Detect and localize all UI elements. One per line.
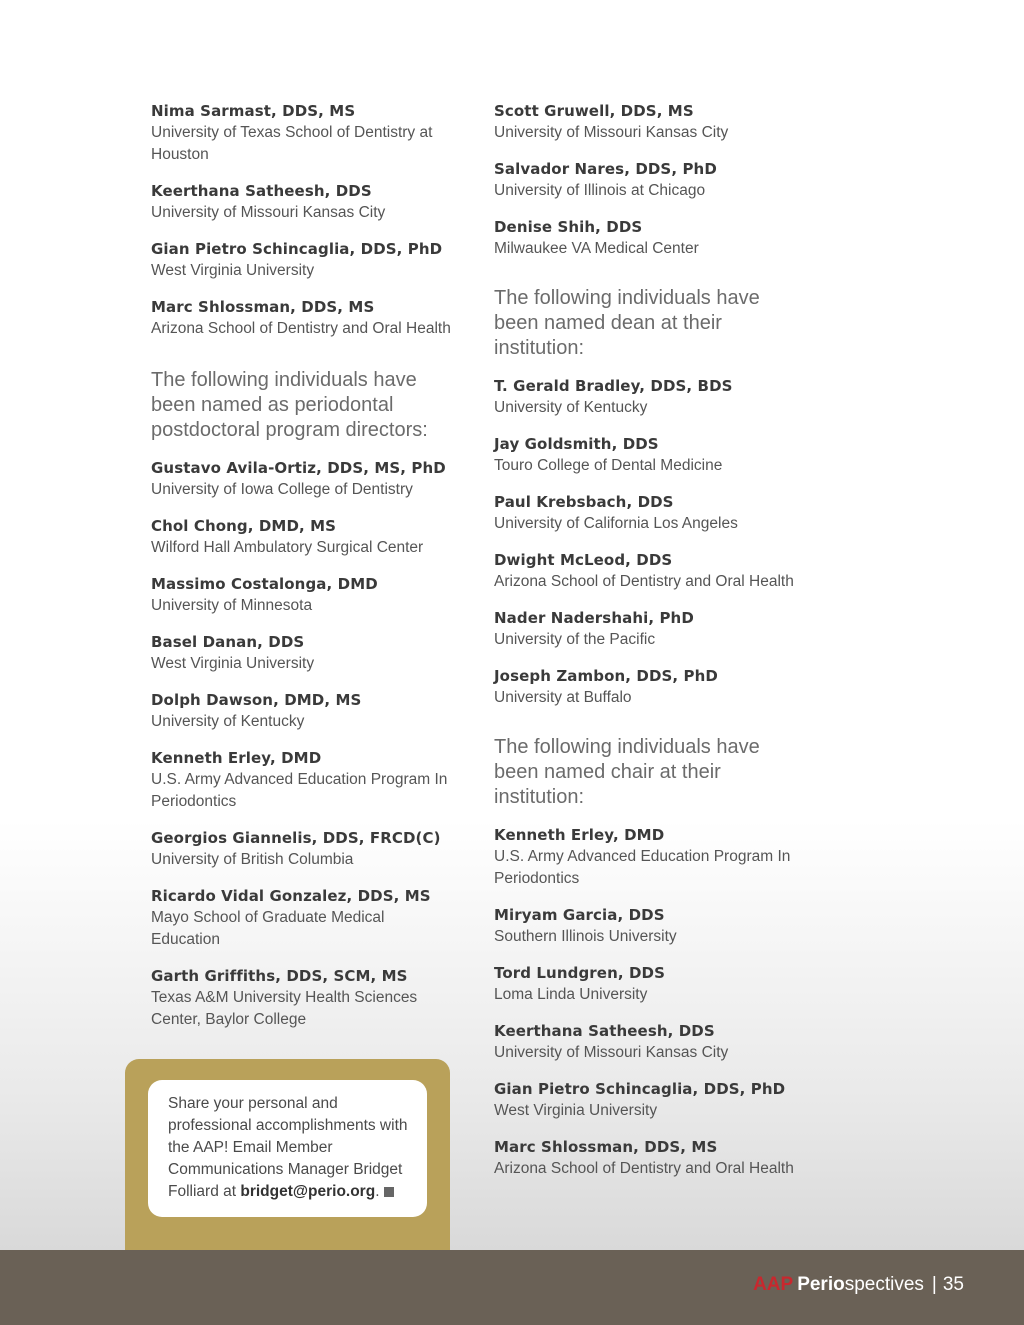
person-name: Scott Gruwell, DDS, MS [494, 102, 694, 120]
list-item [494, 491, 804, 535]
institution: University of Kentucky [494, 399, 648, 416]
institution: Arizona School of Dentistry and Oral Health [494, 1160, 794, 1177]
brand-perio: Perio [797, 1274, 845, 1295]
dean-list [494, 375, 804, 709]
person-name: Keerthana Satheesh, DDS [151, 182, 372, 200]
person-name: Kenneth Erley, DMD [151, 749, 322, 767]
list-item [494, 607, 804, 651]
institution: Loma Linda University [494, 986, 648, 1003]
chair-heading: The following individuals have been named chair at their institution: [494, 736, 760, 808]
list-item [494, 375, 804, 419]
institution: University of Missouri Kansas City [494, 1044, 729, 1061]
person-name: Kenneth Erley, DMD [494, 826, 665, 844]
email-link[interactable]: bridget@perio.org [240, 1183, 376, 1200]
list-item [151, 573, 456, 617]
list-item [151, 100, 456, 166]
list-item [494, 1136, 804, 1180]
person-name: Marc Shlossman, DDS, MS [494, 1138, 718, 1156]
page-number: 35 [942, 1274, 964, 1295]
person-name: Paul Krebsbach, DDS [494, 493, 674, 511]
callout-text-panel [148, 1080, 427, 1217]
person-name: Ricardo Vidal Gonzalez, DDS, MS [151, 887, 431, 905]
list-item [151, 457, 456, 501]
left-column [151, 100, 456, 1045]
list-item [151, 238, 456, 282]
person-name: T. Gerald Bradley, DDS, BDS [494, 377, 733, 395]
institution: U.S. Army Advanced Education Program In Periodontics [494, 848, 791, 887]
person-name: Massimo Costalonga, DMD [151, 575, 378, 593]
institution: Arizona School of Dentistry and Oral Health [151, 320, 451, 337]
person-name: Garth Griffiths, DDS, SCM, MS [151, 967, 408, 985]
page-separator: | [931, 1274, 937, 1295]
list-item [494, 216, 804, 260]
institution: University at Buffalo [494, 689, 632, 706]
person-name: Nima Sarmast, DDS, MS [151, 102, 356, 120]
institution: University of Missouri Kansas City [151, 204, 386, 221]
institution: University of Missouri Kansas City [494, 124, 729, 141]
list-item [494, 549, 804, 593]
person-name: Chol Chong, DMD, MS [151, 517, 337, 535]
person-name: Nader Nadershahi, PhD [494, 609, 694, 627]
list-item [151, 631, 456, 675]
list-item [151, 747, 456, 813]
list-item [494, 1078, 804, 1122]
right-column [494, 100, 804, 1194]
list-item [151, 827, 456, 871]
institution: University of the Pacific [494, 631, 656, 648]
list-item [494, 158, 804, 202]
person-name: Joseph Zambon, DDS, PhD [494, 667, 718, 685]
institution: Mayo School of Graduate Medical Education [151, 909, 385, 948]
institution: Milwaukee VA Medical Center [494, 240, 699, 257]
institution: University of Illinois at Chicago [494, 182, 706, 199]
list-item [494, 962, 804, 1006]
list-item [494, 100, 804, 144]
list-item [494, 665, 804, 709]
list-item [494, 824, 804, 890]
institution: University of Texas School of Dentistry at Houston [151, 124, 433, 163]
list-item [494, 904, 804, 948]
person-name: Dwight McLeod, DDS [494, 551, 673, 569]
person-name: Basel Danan, DDS [151, 633, 305, 651]
institution: Arizona School of Dentistry and Oral Health [494, 573, 794, 590]
person-name: Gian Pietro Schincaglia, DDS, PhD [494, 1080, 786, 1098]
person-name: Denise Shih, DDS [494, 218, 643, 236]
person-name: Salvador Nares, DDS, PhD [494, 160, 717, 178]
institution: University of Minnesota [151, 597, 313, 614]
right-top-list [494, 100, 804, 260]
person-name: Gustavo Avila-Ortiz, DDS, MS, PhD [151, 459, 446, 477]
end-mark-icon [384, 1187, 394, 1197]
institution: University of Iowa College of Dentistry [151, 481, 413, 498]
institution: Texas A&M University Health Sciences Center, Baylor College [151, 989, 418, 1028]
institution: West Virginia University [494, 1102, 658, 1119]
list-item [151, 689, 456, 733]
institution: University of California Los Angeles [494, 515, 738, 532]
person-name: Tord Lundgren, DDS [494, 964, 665, 982]
list-item [151, 515, 456, 559]
program-directors-list [151, 457, 456, 1031]
person-name: Gian Pietro Schincaglia, DDS, PhD [151, 240, 443, 258]
person-name: Dolph Dawson, DMD, MS [151, 691, 362, 709]
institution: University of Kentucky [151, 713, 305, 730]
chair-list [494, 824, 804, 1180]
institution: Touro College of Dental Medicine [494, 457, 723, 474]
list-item [151, 885, 456, 951]
person-name: Keerthana Satheesh, DDS [494, 1022, 715, 1040]
brand-aap: AAP [753, 1274, 794, 1295]
callout-text: Share your personal and professional accomplishments with the AAP! Email Member Communications Manager Bridget Folliard at [168, 1095, 408, 1200]
institution: Wilford Hall Ambulatory Surgical Center [151, 539, 424, 556]
person-name: Georgios Giannelis, DDS, FRCD(C) [151, 829, 441, 847]
list-item [494, 1020, 804, 1064]
callout-end-punct: . [375, 1183, 380, 1200]
dean-heading: The following individuals have been named dean at their institution: [494, 287, 760, 359]
list-item [151, 180, 456, 224]
publication-brand [753, 1272, 964, 1298]
program-directors-heading: The following individuals have been named as periodontal postdoctoral program directors: [151, 369, 428, 441]
list-item [494, 433, 804, 477]
institution: University of British Columbia [151, 851, 354, 868]
person-name: Miryam Garcia, DDS [494, 906, 665, 924]
institution: Southern Illinois University [494, 928, 677, 945]
left-top-list [151, 100, 456, 340]
institution: West Virginia University [151, 262, 315, 279]
institution: U.S. Army Advanced Education Program In Periodontics [151, 771, 448, 810]
person-name: Marc Shlossman, DDS, MS [151, 298, 375, 316]
list-item [151, 296, 456, 340]
brand-spectives: spectives [844, 1274, 924, 1295]
institution: West Virginia University [151, 655, 315, 672]
person-name: Jay Goldsmith, DDS [494, 435, 659, 453]
list-item [151, 965, 456, 1031]
